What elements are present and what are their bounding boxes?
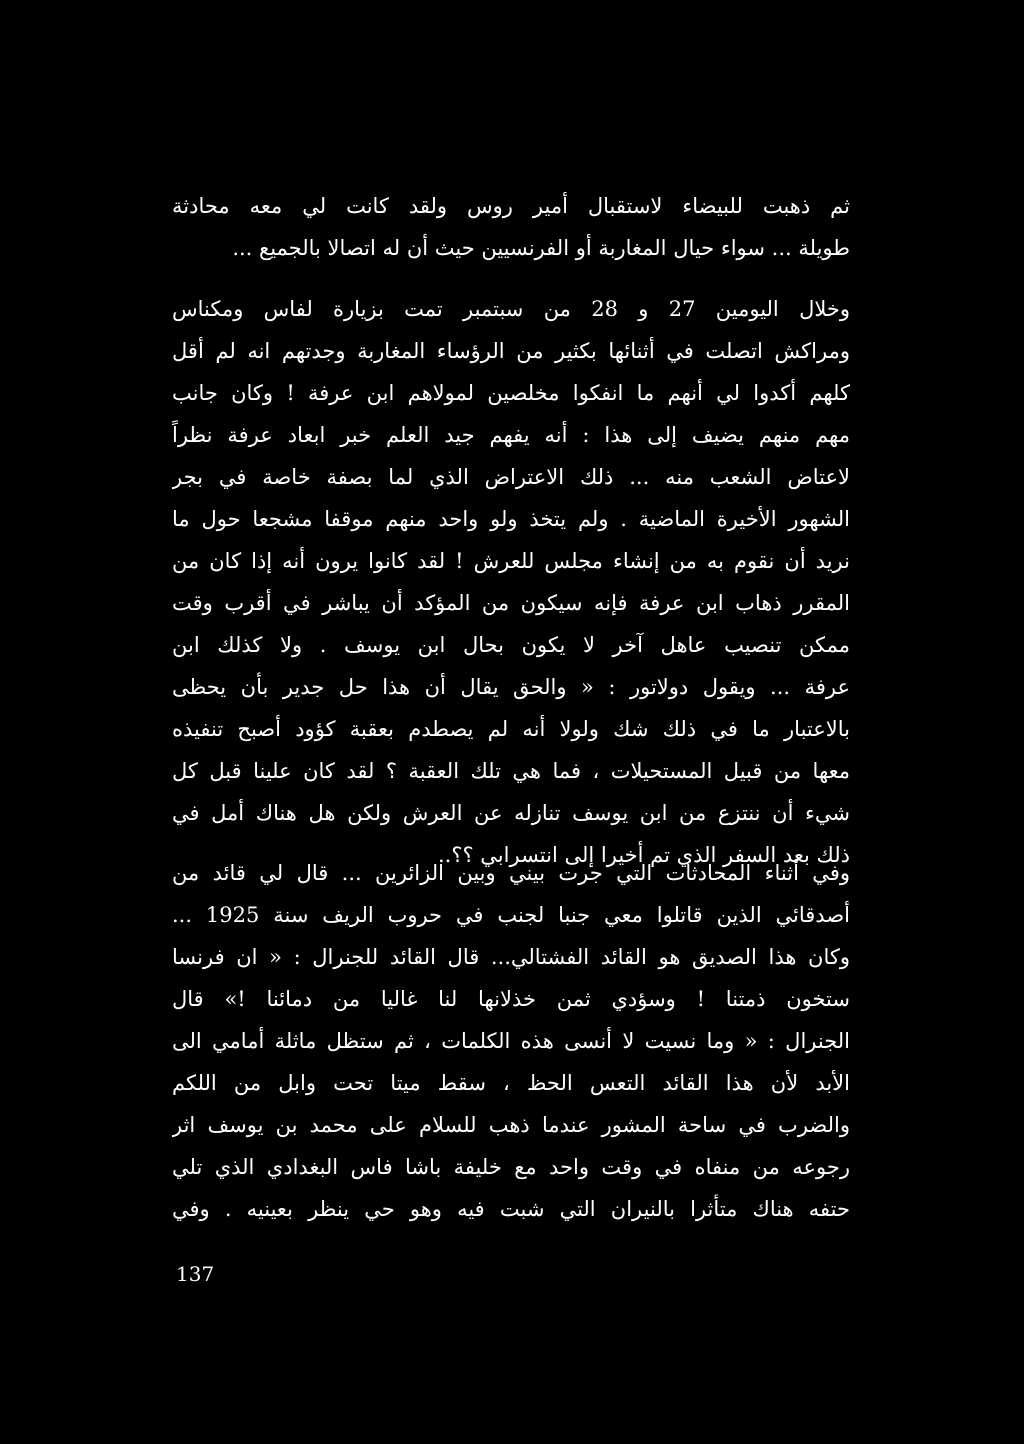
text-line: ممكن تنصيب عاهل آخر لا يكون بحال ابن يوسف . ولا كذلك ابن	[172, 633, 850, 657]
text-line: لاعتاض الشعب منه ... ذلك الاعتراض الذي لما بصفة خاصة في بجر	[172, 465, 850, 489]
paragraph-3	[172, 852, 850, 1230]
text-line: كلهم أكدوا لي أنهم ما انفكوا مخلصين لمولاهم ابن عرفة ! وكان جانب	[172, 381, 850, 405]
paragraph-1	[172, 185, 850, 269]
text-line: وفي أثناء المحادثات التي جرت بيني وبين الزائرين ... قال لي قائد من	[172, 861, 850, 885]
paragraph-2	[172, 288, 850, 876]
text-line: الجنرال : « وما نسيت لا أنسى هذه الكلمات ، ثم ستظل ماثلة أمامي الى	[172, 1029, 850, 1053]
text-line: عرفة ... ويقول دولاتور : « والحق يقال أن هذا حل جدير بأن يحظى	[172, 675, 850, 699]
text-line: مهم منهم يضيف إلى هذا : أنه يفهم جيد العلم خبر ابعاد عرفة نظراً	[172, 423, 850, 447]
text-line: أصدقائي الذين قاتلوا معي جنبا لجنب في حروب الريف سنة 1925 ...	[172, 903, 850, 927]
text-line: شيء أن ننتزع من ابن يوسف تنازله عن العرش ولكن هل هناك أمل في	[172, 801, 850, 825]
text-line: رجوعه من منفاه في وقت واحد مع خليفة باشا فاس البغدادي الذي تلي	[172, 1155, 850, 1179]
text-line: بالاعتبار ما في ذلك شك ولولا أنه لم يصطدم بعقبة كؤود أصبح تنفيذه	[172, 717, 850, 741]
text-line: وكان هذا الصديق هو القائد الفشتالي... قال القائد للجنرال : « ان فرنسا	[172, 945, 850, 969]
page-number: 137	[176, 1262, 215, 1286]
text-line: والضرب في ساحة المشور عندما ذهب للسلام على محمد بن يوسف اثر	[172, 1113, 850, 1137]
text-line: الأبد لأن هذا القائد التعس الحظ ، سقط ميتا تحت وابل من اللكم	[172, 1071, 850, 1095]
text-line: حتفه هناك متأثرا بالنيران التي شبت فيه وهو حي ينظر بعينيه . وفي	[172, 1197, 850, 1221]
text-line: ذلك بعد السفر الذي تم أخيرا إلى انتسرابي ؟؟..	[437, 843, 850, 867]
text-line: المقرر ذهاب ابن عرفة فإنه سيكون من المؤكد أن يباشر في أقرب وقت	[172, 591, 850, 615]
text-line: ومراكش اتصلت في أثنائها بكثير من الرؤساء المغاربة وجدتهم انه لم أقل	[172, 339, 850, 363]
text-line: ستخون ذمتنا ! وسؤدي ثمن خذلانها لنا غاليا من دمائنا !» قال	[172, 987, 850, 1011]
text-line: وخلال اليومين 27 و 28 من سبتمبر تمت بزيارة لفاس ومكناس	[172, 297, 850, 321]
text-line: ثم ذهبت للبيضاء لاستقبال أمير روس ولقد كانت لي معه محادثة	[172, 194, 850, 218]
text-line: نريد أن نقوم به من إنشاء مجلس للعرش ! لقد كانوا يرون أنه إذا كان من	[172, 549, 850, 573]
text-line: معها من قبيل المستحيلات ، فما هي تلك العقبة ؟ لقد كان علينا قبل كل	[172, 759, 850, 783]
text-line: الشهور الأخيرة الماضية . ولم يتخذ ولو واحد منهم موقفا مشجعا حول ما	[172, 507, 850, 531]
text-line: طويلة ... سواء حيال المغاربة أو الفرنسيين حيث أن له اتصالا بالجميع ...	[232, 236, 850, 260]
